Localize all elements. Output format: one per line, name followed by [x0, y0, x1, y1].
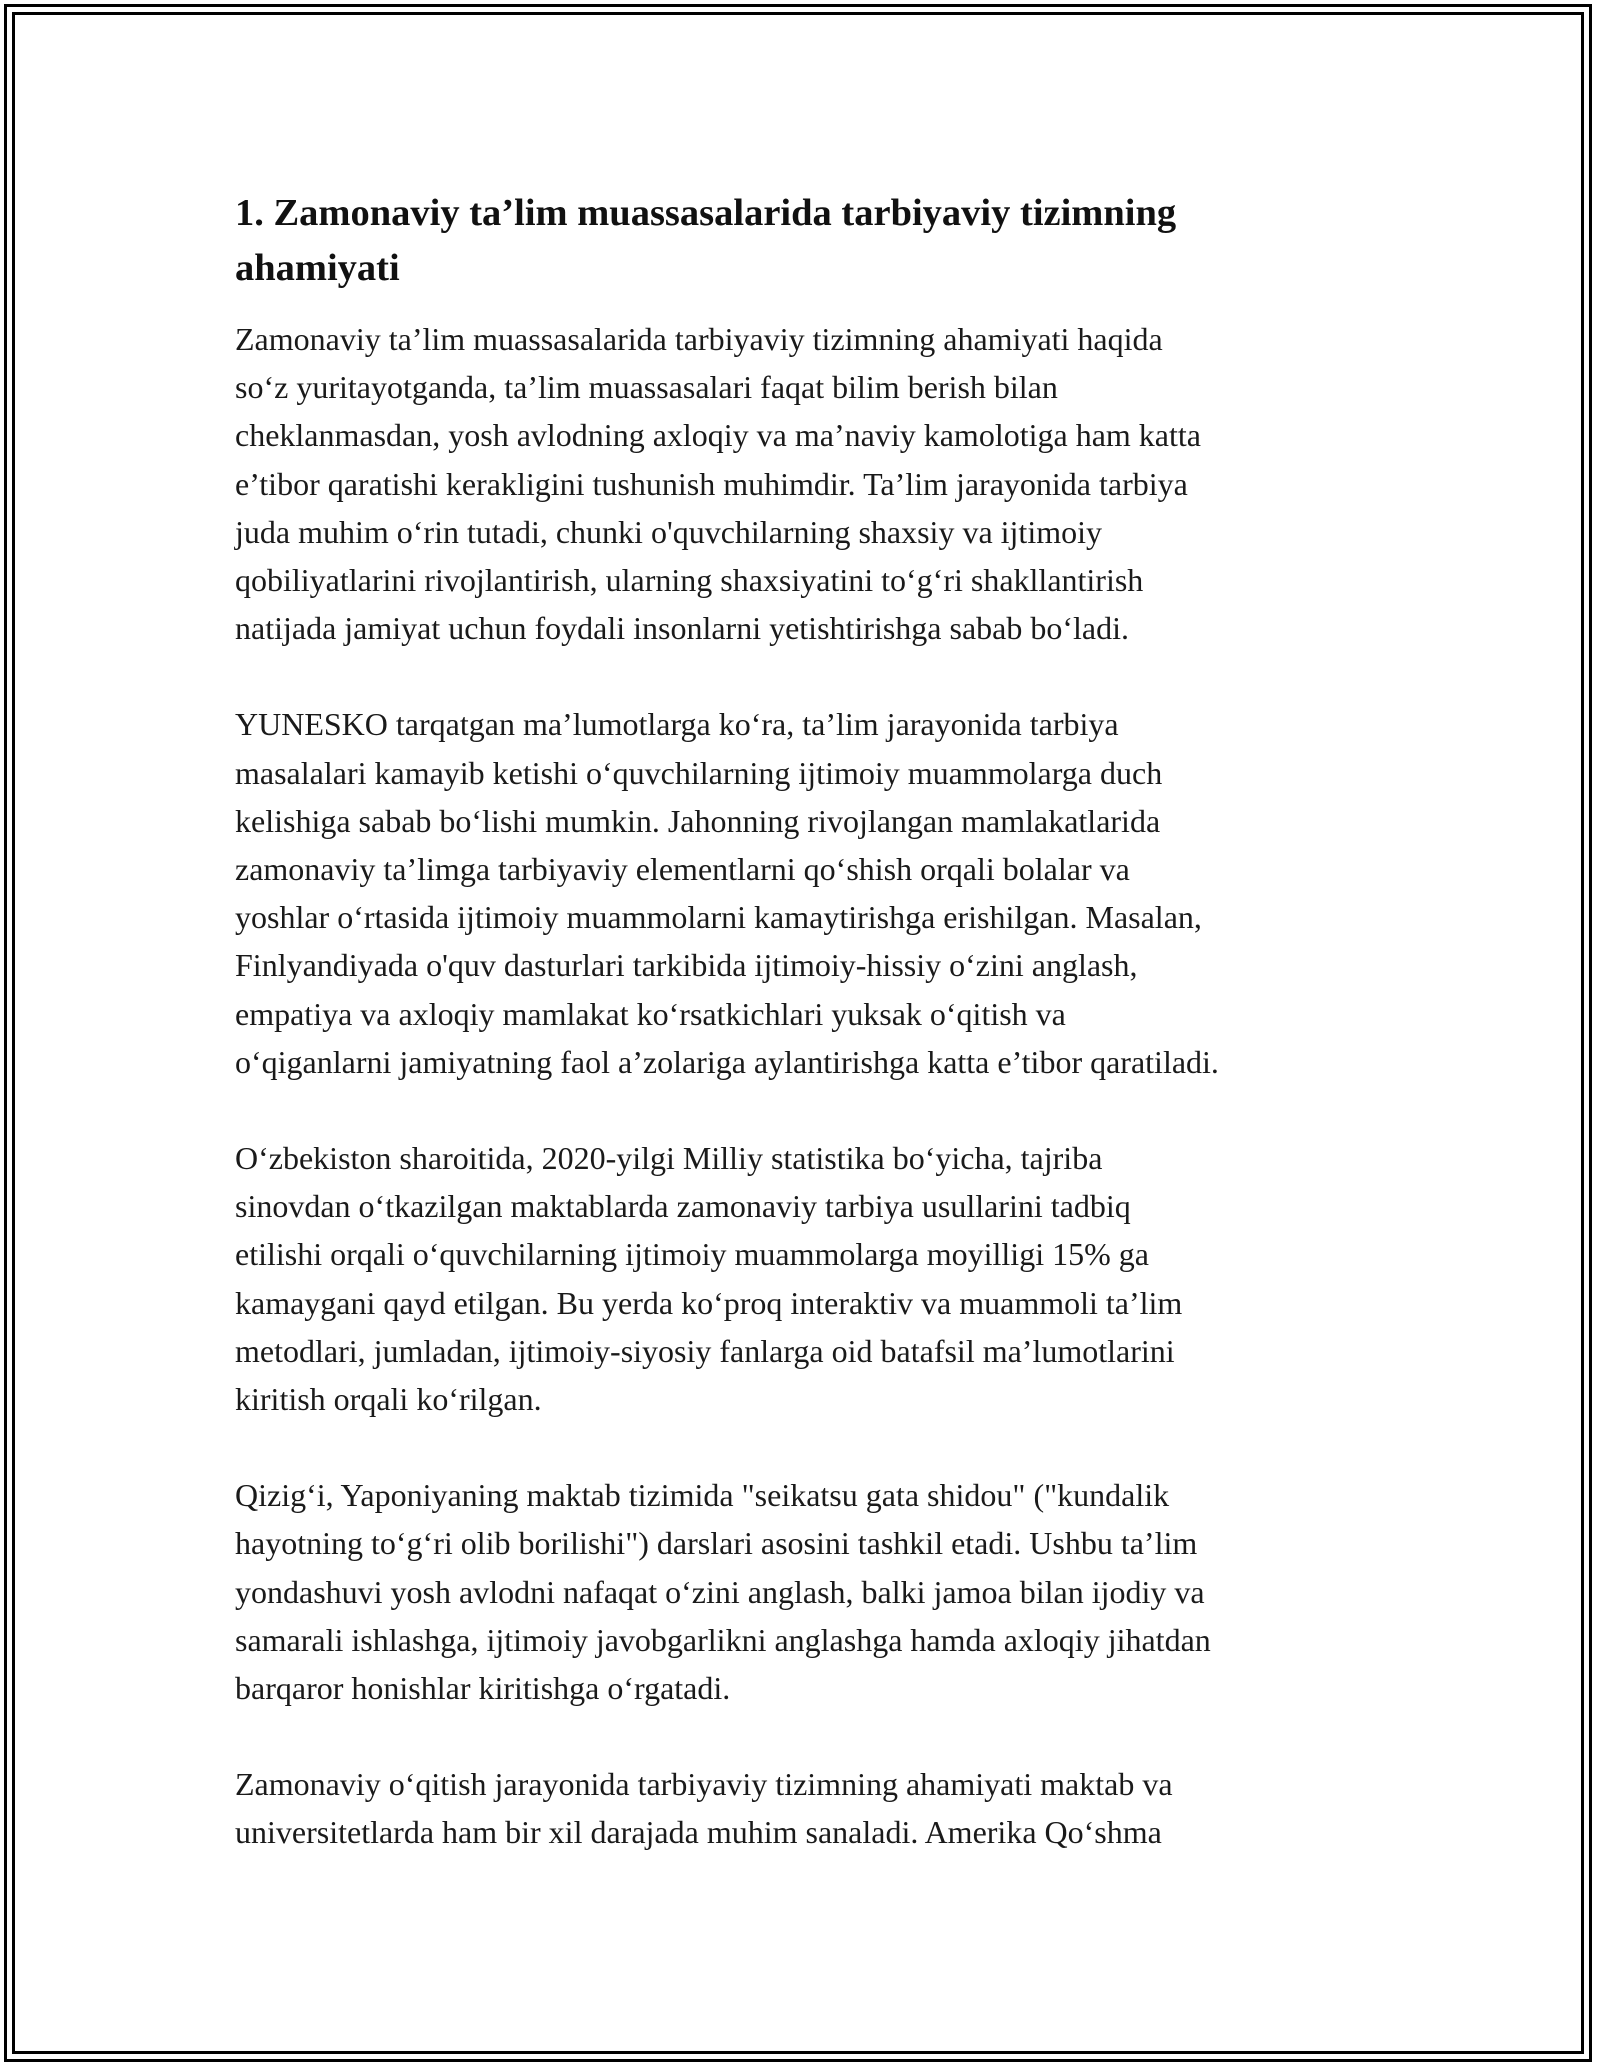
text-line: yondashuvi yosh avlodni nafaqat o‘zini anglash, balki jamoa bilan ijodiy va: [235, 1573, 1205, 1610]
text-line: qobiliyatlarini rivojlantirish, ularning shaxsiyatini to‘g‘ri shakllantirish: [235, 562, 1144, 599]
text-line: O‘zbekiston sharoitida, 2020-yilgi Milliy statistika bo‘yicha, tajriba: [235, 1140, 1103, 1177]
text-line: samarali ishlashga, ijtimoiy javobgarlikni anglashga hamda axloqiy jihatdan: [235, 1621, 1211, 1658]
paragraph-5: [235, 1760, 1375, 1856]
text-line: etilishi orqali o‘quvchilarning ijtimoiy muammolarga moyilligi 15% ga: [235, 1236, 1149, 1273]
heading-line: 1. Zamonaviy ta’lim muassasalarida tarbiyaviy tizimning: [235, 192, 1177, 234]
text-line: sinovdan o‘tkazilgan maktablarda zamonaviy tarbiya usullarini tadbiq: [235, 1188, 1131, 1225]
text-line: barqaror honishlar kiritishga o‘rgatadi.: [235, 1670, 731, 1707]
text-line: kelishiga sabab bo‘lishi mumkin. Jahonning rivojlangan mamlakatlarida: [235, 802, 1161, 839]
text-line: masalalari kamayib ketishi o‘quvchilarning ijtimoiy muammolarga duch: [235, 754, 1163, 791]
text-line: Qizig‘i, Yaponiyaning maktab tizimida "seikatsu gata shidou" ("kundalik: [235, 1477, 1170, 1514]
document-body: [235, 186, 1375, 1905]
text-line: Zamonaviy ta’lim muassasalarida tarbiyaviy tizimning ahamiyati haqida: [235, 321, 1163, 357]
text-line: e’tibor qaratishi kerakligini tushunish muhimdir. Ta’lim jarayonida tarbiya: [235, 465, 1188, 502]
paragraph-3: [235, 1134, 1375, 1423]
text-line: metodlari, jumladan, ijtimoiy-siyosiy fanlarga oid batafsil ma’lumotlarini: [235, 1332, 1175, 1369]
text-line: universitetlarda ham bir xil darajada muhim sanaladi. Amerika Qo‘shma: [235, 1814, 1162, 1851]
text-line: natijada jamiyat uchun foydali insonlarni yetishtirishga sabab bo‘ladi.: [235, 610, 1129, 647]
text-line: zamonaviy ta’limga tarbiyaviy elementlarni qo‘shish orqali bolalar va: [235, 851, 1130, 888]
text-line: cheklanmasdan, yosh avlodning axloqiy va ma’naviy kamolotiga ham katta: [235, 417, 1201, 454]
paragraph-4: [235, 1471, 1375, 1712]
text-line: so‘z yuritayotganda, ta’lim muassasalari faqat bilim berish bilan: [235, 369, 1058, 406]
paragraph-1: [235, 315, 1375, 652]
text-line: yoshlar o‘rtasida ijtimoiy muammolarni kamaytirishga erishilgan. Masalan,: [235, 899, 1202, 936]
text-line: kiritish orqali ko‘rilgan.: [235, 1381, 542, 1418]
text-line: kamaygani qayd etilgan. Bu yerda ko‘proq interaktiv va muammoli ta’lim: [235, 1284, 1183, 1321]
text-line: o‘qiganlarni jamiyatning faol a’zolariga aylantirishga katta e’tibor qaratiladi.: [235, 1043, 1219, 1080]
paragraph-2: [235, 700, 1375, 1086]
section-heading: [235, 186, 1375, 296]
text-line: Finlyandiyada o'quv dasturlari tarkibida ijtimoiy-hissiy o‘zini anglash,: [235, 947, 1138, 984]
text-line: hayotning to‘g‘ri olib borilishi") darslari asosini tashkil etadi. Ushbu ta’lim: [235, 1525, 1198, 1562]
text-line: YUNESKO tarqatgan ma’lumotlarga ko‘ra, ta’lim jarayonida tarbiya: [235, 706, 1119, 743]
heading-line: ahamiyati: [235, 247, 400, 289]
text-line: juda muhim o‘rin tutadi, chunki o'quvchilarning shaxsiy va ijtimoiy: [235, 513, 1102, 550]
text-line: Zamonaviy o‘qitish jarayonida tarbiyaviy tizimning ahamiyati maktab va: [235, 1766, 1173, 1803]
text-line: empatiya va axloqiy mamlakat ko‘rsatkichlari yuksak o‘qitish va: [235, 995, 1066, 1032]
